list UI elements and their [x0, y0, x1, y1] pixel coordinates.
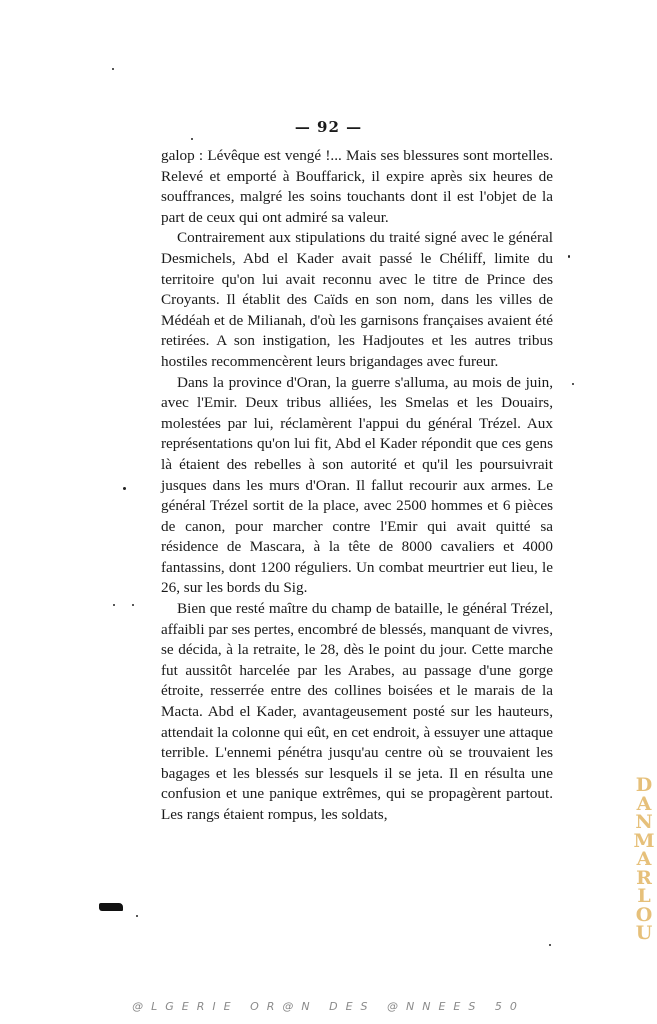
speck-mark [112, 68, 114, 70]
speck-mark [132, 604, 134, 606]
speck-mark [549, 944, 551, 946]
page-number: — 92 — [294, 118, 363, 136]
body-text [161, 146, 553, 826]
side-stamp-watermark: DANMARLOU [633, 774, 655, 944]
speck-mark [572, 383, 574, 385]
ink-smudge [99, 903, 123, 911]
speck-mark [123, 487, 126, 490]
speck-mark [113, 604, 115, 606]
paragraph-4: Bien que resté maître du champ de bataille, le général Trézel, affaibli par ses pertes, encombré de blessés, manquant de vivres, se décida, à la retraite, le 28, dès le point du jour. Cette marche fut aussitôt harcelée par les Arabes, au passage d'une gorge étroite, resserrée entre des collines boisées et le marais de la Macta. Abd el Kader, avantageusement posté sur les hauteurs, attendait la colonne qui eût, en cet endroit, à essuyer une attaque terrible. L'ennemi pénétra jusqu'au centre où se trouvaient les bagages et les blessés sur lesquels il se jeta. Il en résulta une confusion et une panique extrêmes, qui se propagèrent partout. Les rangs étaient rompus, les soldats, [161, 600, 553, 823]
footer-watermark: @LGERIE OR@N DES @NNEES 50 [132, 1000, 525, 1013]
paragraph-2: Contrairement aux stipulations du traité signé avec le général Desmichels, Abd el Kader avait passé le Chéliff, limite du territoire qu'on lui avait reconnu avec le titre de Prince des Croyants. Il établit des Caïds en son nom, dans les villes de Médéah et de Milianah, d'où les garnisons françaises avaient été retirées. A son instigation, les Hadjoutes et les autres tribus hostiles recommencèrent leurs brigandages avec fureur. [161, 229, 553, 370]
speck-mark [568, 255, 570, 258]
speck-mark [136, 915, 138, 917]
paragraph-1: galop : Lévêque est vengé !... Mais ses blessures sont mortelles. Relevé et emporté à Bouffarick, il expire après six heures de souffrances, malgré les soins touchants dont il est l'objet de la part de ceux qui ont admiré sa valeur. [161, 147, 553, 226]
paragraph-3: Dans la province d'Oran, la guerre s'alluma, au mois de juin, avec l'Emir. Deux tribus alliées, les Smelas et les Douairs, molestées par lui, réclamèrent l'appui du général Trézel. Aux représentations qu'on lui fit, Abd el Kader répondit que ces gens là étaient des rebelles à son autorité et qu'il les poursuivrait jusques dans les murs d'Oran. Il fallut recourir aux armes. Le général Trézel sortit de la place, avec 2500 hommes et 6 pièces de canon, pour marcher contre l'Emir qui avait quitté sa résidence de Mascara, à la tête de 8000 cavaliers et 4000 fantassins, dont 1200 réguliers. Un combat meurtrier eut lieu, le 26, sur les bords du Sig. [161, 373, 553, 597]
speck-mark [191, 138, 193, 140]
